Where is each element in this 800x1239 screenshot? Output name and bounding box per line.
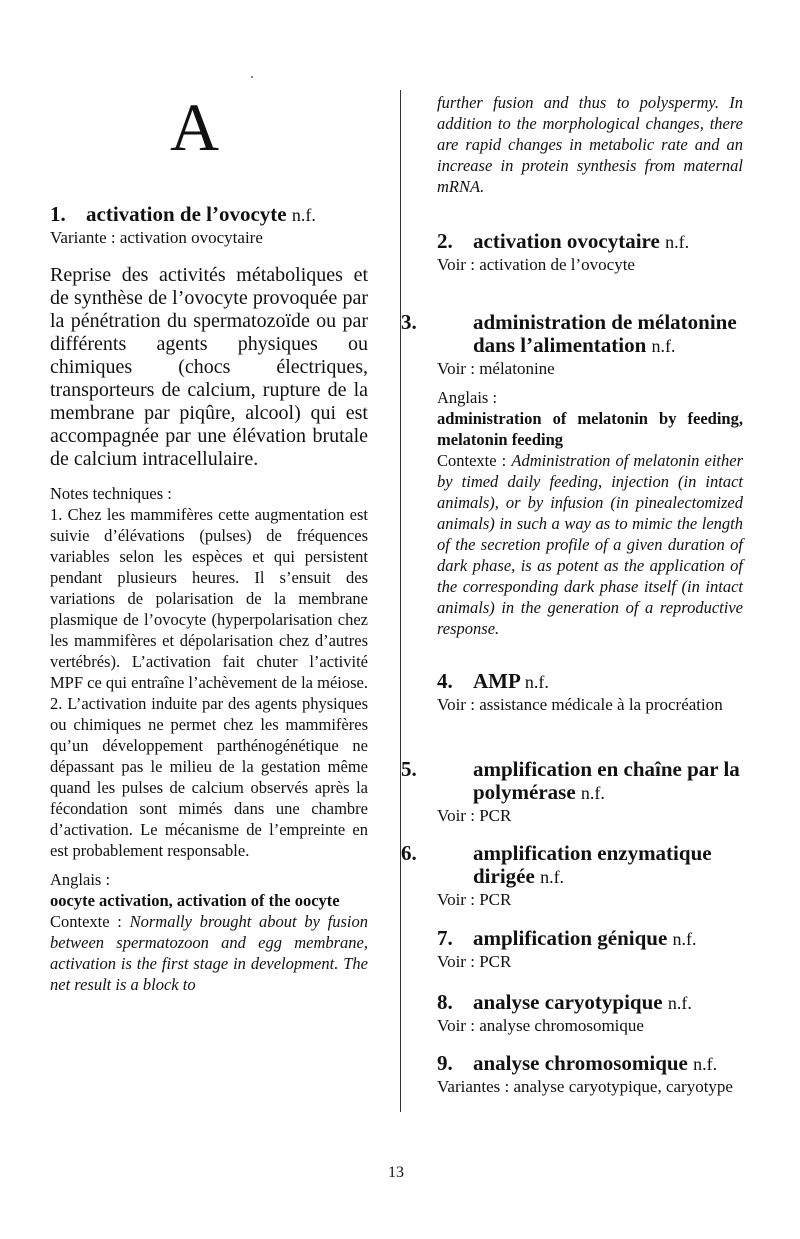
entry-number: 2. bbox=[437, 229, 453, 253]
entry-6 bbox=[401, 841, 743, 910]
entry-pos: n.f. bbox=[524, 672, 549, 692]
entry-term: activation de l’ovocyte bbox=[86, 202, 287, 226]
entry-term: activation ovocytaire bbox=[473, 229, 660, 253]
entry-pos: n.f. bbox=[540, 867, 565, 887]
english-label: Anglais : bbox=[437, 388, 498, 407]
entry-definition: Reprise des activités métaboliques et de synthèse de l’ovocyte provoquée par la pénétration du spermatozoïde ou par différents agents physiques ou chimiques (chocs électriques, transporteurs de calcium, rupture de la membrane par piqûre, alcool) qui est accompagnée par une élévation brutale de calcium intracellulaire. bbox=[50, 264, 368, 470]
entry-term: AMP bbox=[473, 669, 520, 693]
entry-pos: n.f. bbox=[580, 783, 605, 803]
entry-8 bbox=[437, 991, 743, 1036]
entry-pos: n.f. bbox=[672, 929, 697, 949]
entry-7 bbox=[437, 927, 743, 972]
english-term: oocyte activation, activation of the oocyte bbox=[50, 891, 340, 910]
page-number: 13 bbox=[388, 1164, 404, 1181]
english-label: Anglais : bbox=[50, 870, 111, 889]
entry-term: analyse chromosomique bbox=[473, 1051, 688, 1075]
entry-see: Voir : PCR bbox=[437, 890, 512, 909]
context-continuation: further fusion and thus to polyspermy. In addition to the morphological changes, there are rapid changes in metabolic rate and an increase in protein synthesis from maternal mRNA. bbox=[437, 93, 743, 196]
entry-see: Voir : PCR bbox=[437, 806, 512, 825]
entry-see: Voir : analyse chromosomique bbox=[437, 1016, 644, 1035]
entry-pos: n.f. bbox=[665, 232, 690, 252]
entry-see: Voir : activation de l’ovocyte bbox=[437, 255, 635, 274]
entry-term: amplification génique bbox=[473, 926, 668, 950]
context-label: Contexte : bbox=[437, 451, 507, 470]
entry-term: administration de mélatonine dans l’alimentation bbox=[473, 310, 737, 357]
context-text: Administration of melatonin either by timed daily feeding, injection (in intact animals), or by infusion (in pinealectomized animals) in such a way as to mimic the length of the secretion profile of a given duration of dark phase, is as potent as the application of the corresponding dark phase itself (in intact animals) in the generation of a reproductive response. bbox=[437, 451, 744, 638]
entry-variants: Variantes : analyse caryotypique, caryotype bbox=[437, 1077, 733, 1096]
entry-number: 5. bbox=[401, 757, 417, 781]
entry-2 bbox=[437, 230, 743, 275]
note-1: 1. Chez les mammifères cette augmentation est suivie d’élévations (pulses) de fréquences variables selon les espèces et qui persistent pendant plusieurs heures. Il s’ensuit des variations de polarisation de la membrane plasmique de l’ovocyte (hyperpolarisation chez les mammifères et dépolarisation chez d’autres vertébrés). L’activation fait chuter l’activité MPF ce qui entraîne l’achèvement de la méiose. bbox=[50, 505, 368, 692]
column-divider bbox=[400, 90, 401, 1112]
entry-number: 3. bbox=[401, 310, 417, 334]
entry-pos: n.f. bbox=[651, 336, 676, 356]
entry-4 bbox=[437, 670, 743, 715]
entry-see: Voir : mélatonine bbox=[437, 359, 555, 378]
entry-number: 9. bbox=[437, 1051, 453, 1075]
entry-number: 6. bbox=[401, 841, 417, 865]
context-label: Contexte : bbox=[50, 912, 122, 931]
entry-number: 4. bbox=[437, 669, 453, 693]
notes-label: Notes techniques : bbox=[50, 484, 172, 503]
speck bbox=[251, 76, 253, 78]
entry-pos: n.f. bbox=[291, 205, 316, 225]
entry-term: amplification enzymatique dirigée bbox=[473, 841, 712, 888]
entry-1 bbox=[50, 203, 368, 995]
entry-term: amplification en chaîne par la polymérase bbox=[473, 757, 740, 804]
entry-variant: Variante : activation ovocytaire bbox=[50, 228, 263, 247]
entry-9 bbox=[437, 1052, 743, 1097]
entry-number: 8. bbox=[437, 990, 453, 1014]
entry-number: 1. bbox=[50, 202, 66, 226]
entry-see: Voir : assistance médicale à la procréation bbox=[437, 695, 723, 714]
entry-pos: n.f. bbox=[667, 993, 692, 1013]
entry-see: Voir : PCR bbox=[437, 952, 512, 971]
english-term: administration of melatonin by feeding, melatonin feeding bbox=[437, 409, 743, 449]
entry-3 bbox=[401, 310, 744, 639]
section-letter: A bbox=[170, 89, 220, 165]
context-text: Normally brought about by fusion between spermatozoon and egg membrane, activation is the first stage in development. The net result is a block to bbox=[50, 912, 369, 994]
entry-term: analyse caryotypique bbox=[473, 990, 663, 1014]
entry-number: 7. bbox=[437, 926, 453, 950]
entry-5 bbox=[401, 757, 743, 826]
note-2: 2. L’activation induite par des agents physiques ou chimiques ne permet chez les mammifères qu’un développement parthénogénétique ne dépassant pas le milieu de la gestation même quand les pulses de calcium observés après la fécondation sont mimés dans une chambre d’activation. Le mécanisme de l’empreinte en est probablement responsable. bbox=[50, 694, 368, 860]
entry-pos: n.f. bbox=[693, 1054, 718, 1074]
